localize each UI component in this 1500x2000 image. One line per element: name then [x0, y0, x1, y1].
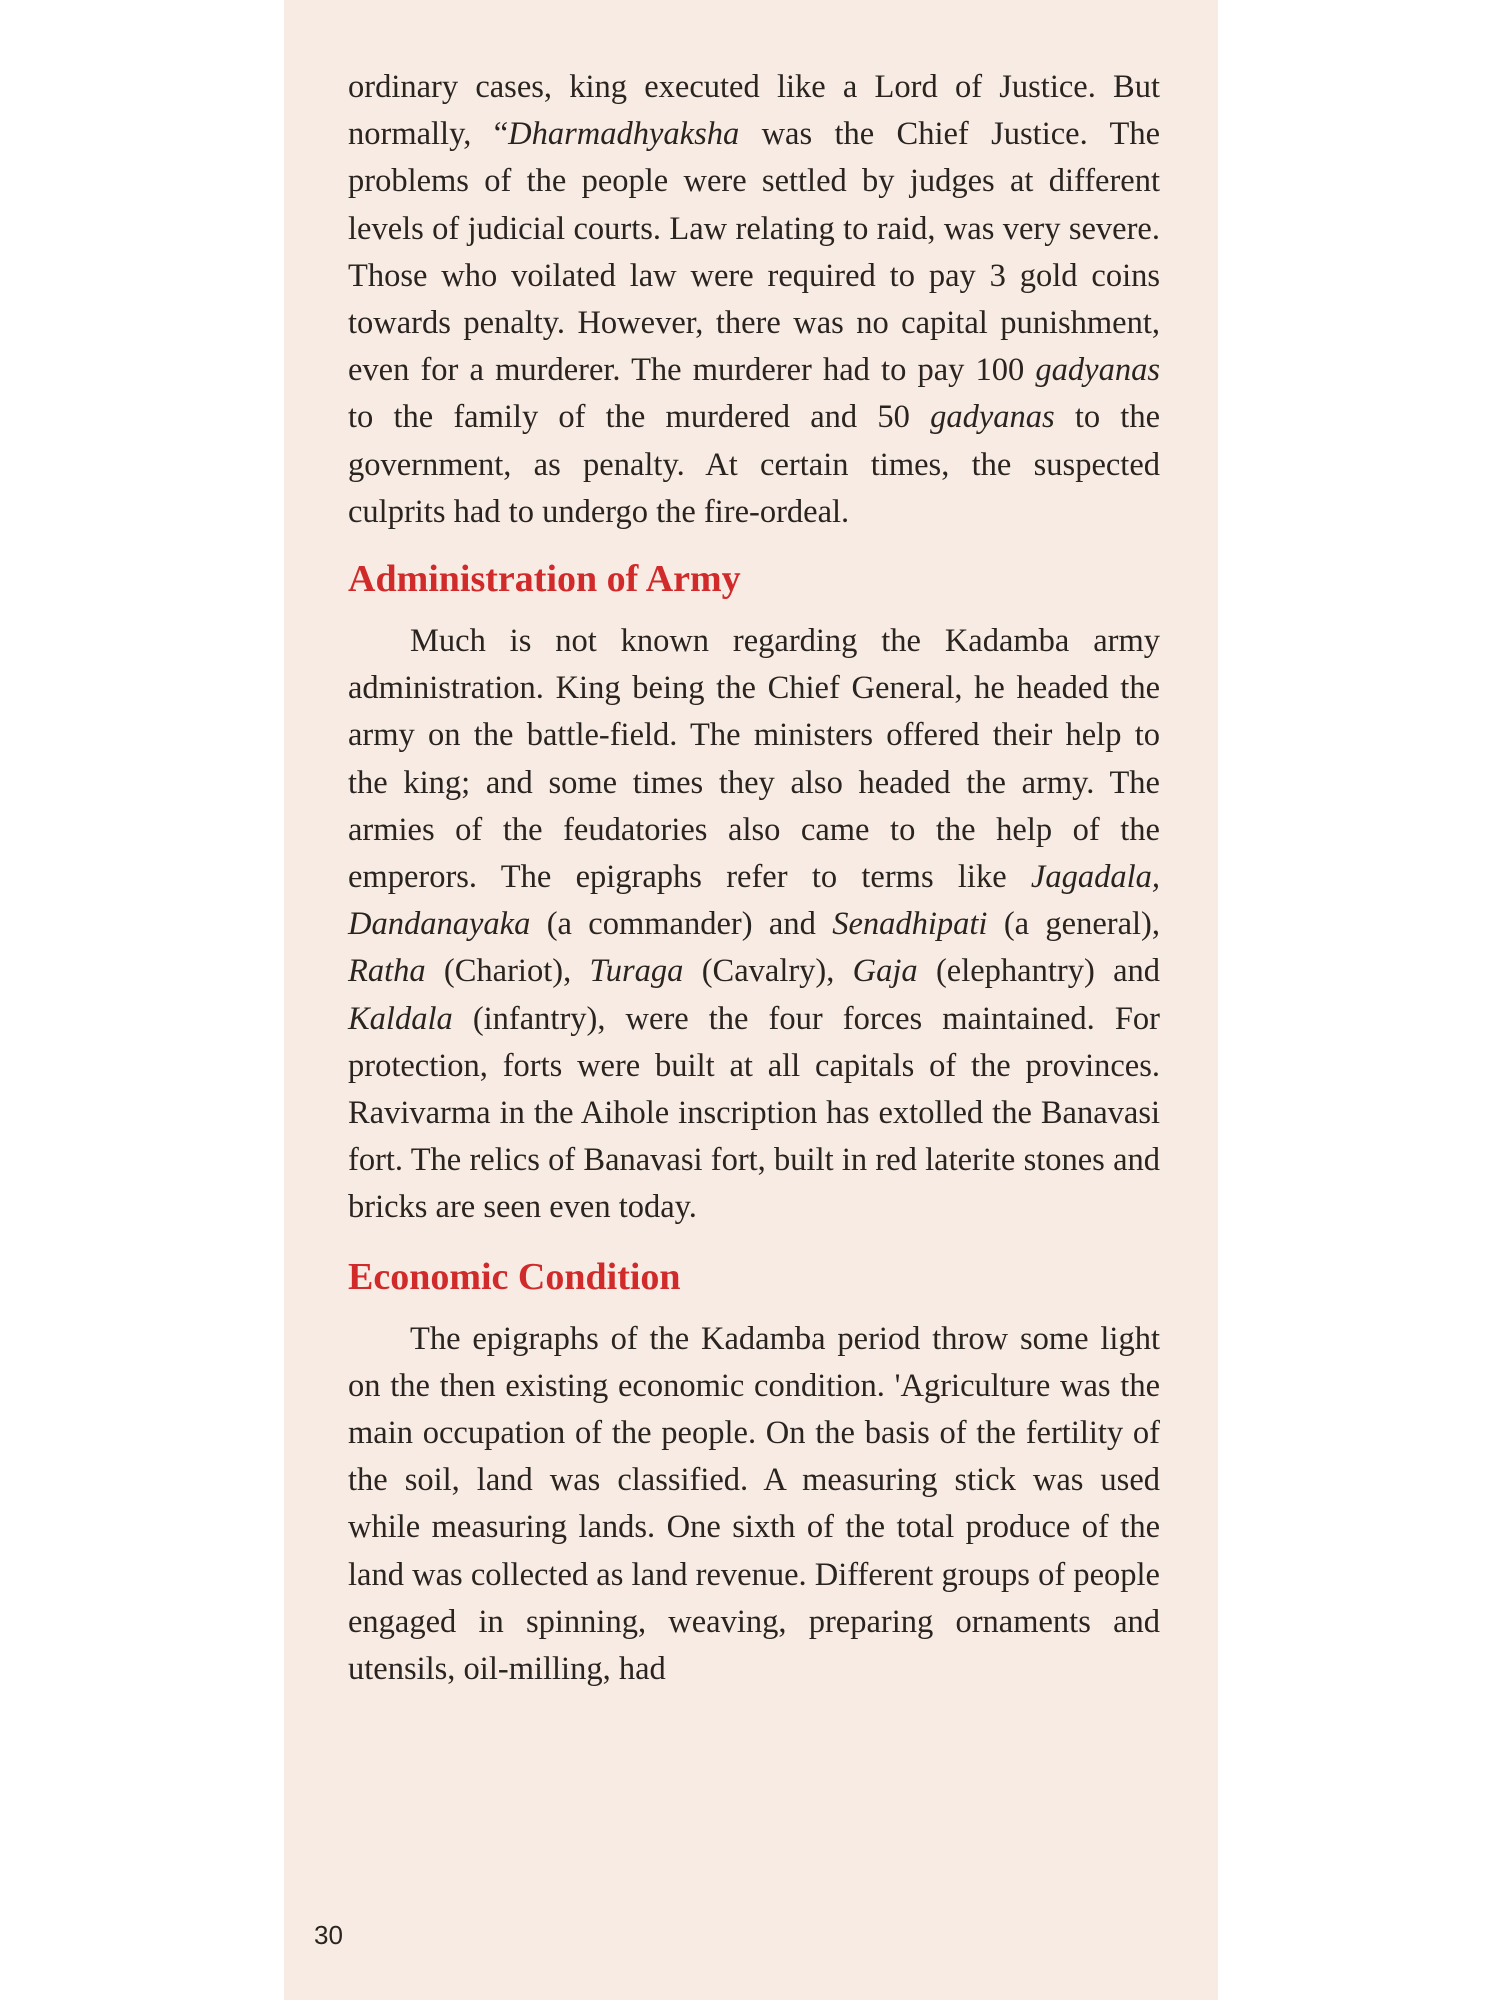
term-ratha: Ratha — [348, 953, 426, 990]
heading-economic-condition: Economic Condition — [348, 1255, 681, 1298]
term-senadhipati: Senadhipati — [832, 906, 988, 943]
term-kaldala: Kaldala — [348, 1000, 453, 1037]
paragraph-text: was the Chief Justice. The problems of the people were settled by judges at different levels of judicial courts. Law relating to raid, was very severe. Those who voilated law were required to pay 3 gold coins towards penalty. However, there was no capital punishment, even for a murderer. The murderer had to pay 100 — [348, 116, 1160, 389]
paragraph-justice — [348, 64, 1160, 536]
paragraph-text: (a commander) and — [530, 906, 833, 943]
book-page — [284, 0, 1218, 2000]
paragraph-text: to the family of the murdered and 50 — [348, 399, 931, 436]
term-turaga: Turaga — [589, 953, 684, 990]
term-dharmadhyaksha: Dharmadhyaksha — [508, 116, 740, 153]
term-gadyanas: gadyanas — [1035, 352, 1160, 389]
heading-administration-of-army: Administration of Army — [348, 558, 741, 601]
paragraph-text: The epigraphs of the Kadamba period throw some light on the then existing economic condition. 'Agriculture was the main occupation of the people. On the basis of the fertility of the soil, land was classified. A measuring stick was used while measuring lands. One sixth of the total produce of the land was collected as land revenue. Different groups of people engaged in spinning, weaving, preparing ornaments and utensils, oil-milling, had — [348, 1320, 1160, 1688]
paragraph-text: (elephantry) and — [917, 953, 1160, 990]
paragraph-army — [348, 618, 1160, 1232]
paragraph-text: Much is not known regarding the Kadamba army administration. King being the Chief General, he headed the army on the battle-field. The ministers offered their help to the king; and some times they also headed the army. The armies of the feudatories also came to the help of the emperors. The epigraphs refer to terms like — [348, 623, 1160, 896]
paragraph-text: to the government, as penalty. At certain times, the suspected culprits had to undergo the fire-ordeal. — [348, 399, 1160, 530]
term-gaja: Gaja — [852, 953, 918, 990]
term-jagadala-dandanayaka: Jagadala, Dandanayaka — [348, 859, 1160, 943]
page-body — [348, 64, 1160, 1693]
paragraph-economic — [348, 1316, 1160, 1694]
paragraph-text: (a general), — [987, 906, 1161, 943]
paragraph-text: (Cavalry), — [683, 953, 853, 990]
term-gadyanas: gadyanas — [930, 399, 1055, 436]
page-number: 30 — [314, 1920, 343, 1950]
paragraph-text: (Chariot), — [425, 953, 590, 990]
paragraph-text: ordinary cases, king executed like a Lord of Justice. But normally, “ — [348, 69, 1160, 153]
paragraph-text: (infantry), were the four forces maintained. For protection, forts were built at all capitals of the provinces. Ravivarma in the Aihole inscription has extolled the Banavasi fort. The relics of Banavasi fort, built in red laterite stones and bricks are seen even today. — [348, 1000, 1160, 1226]
